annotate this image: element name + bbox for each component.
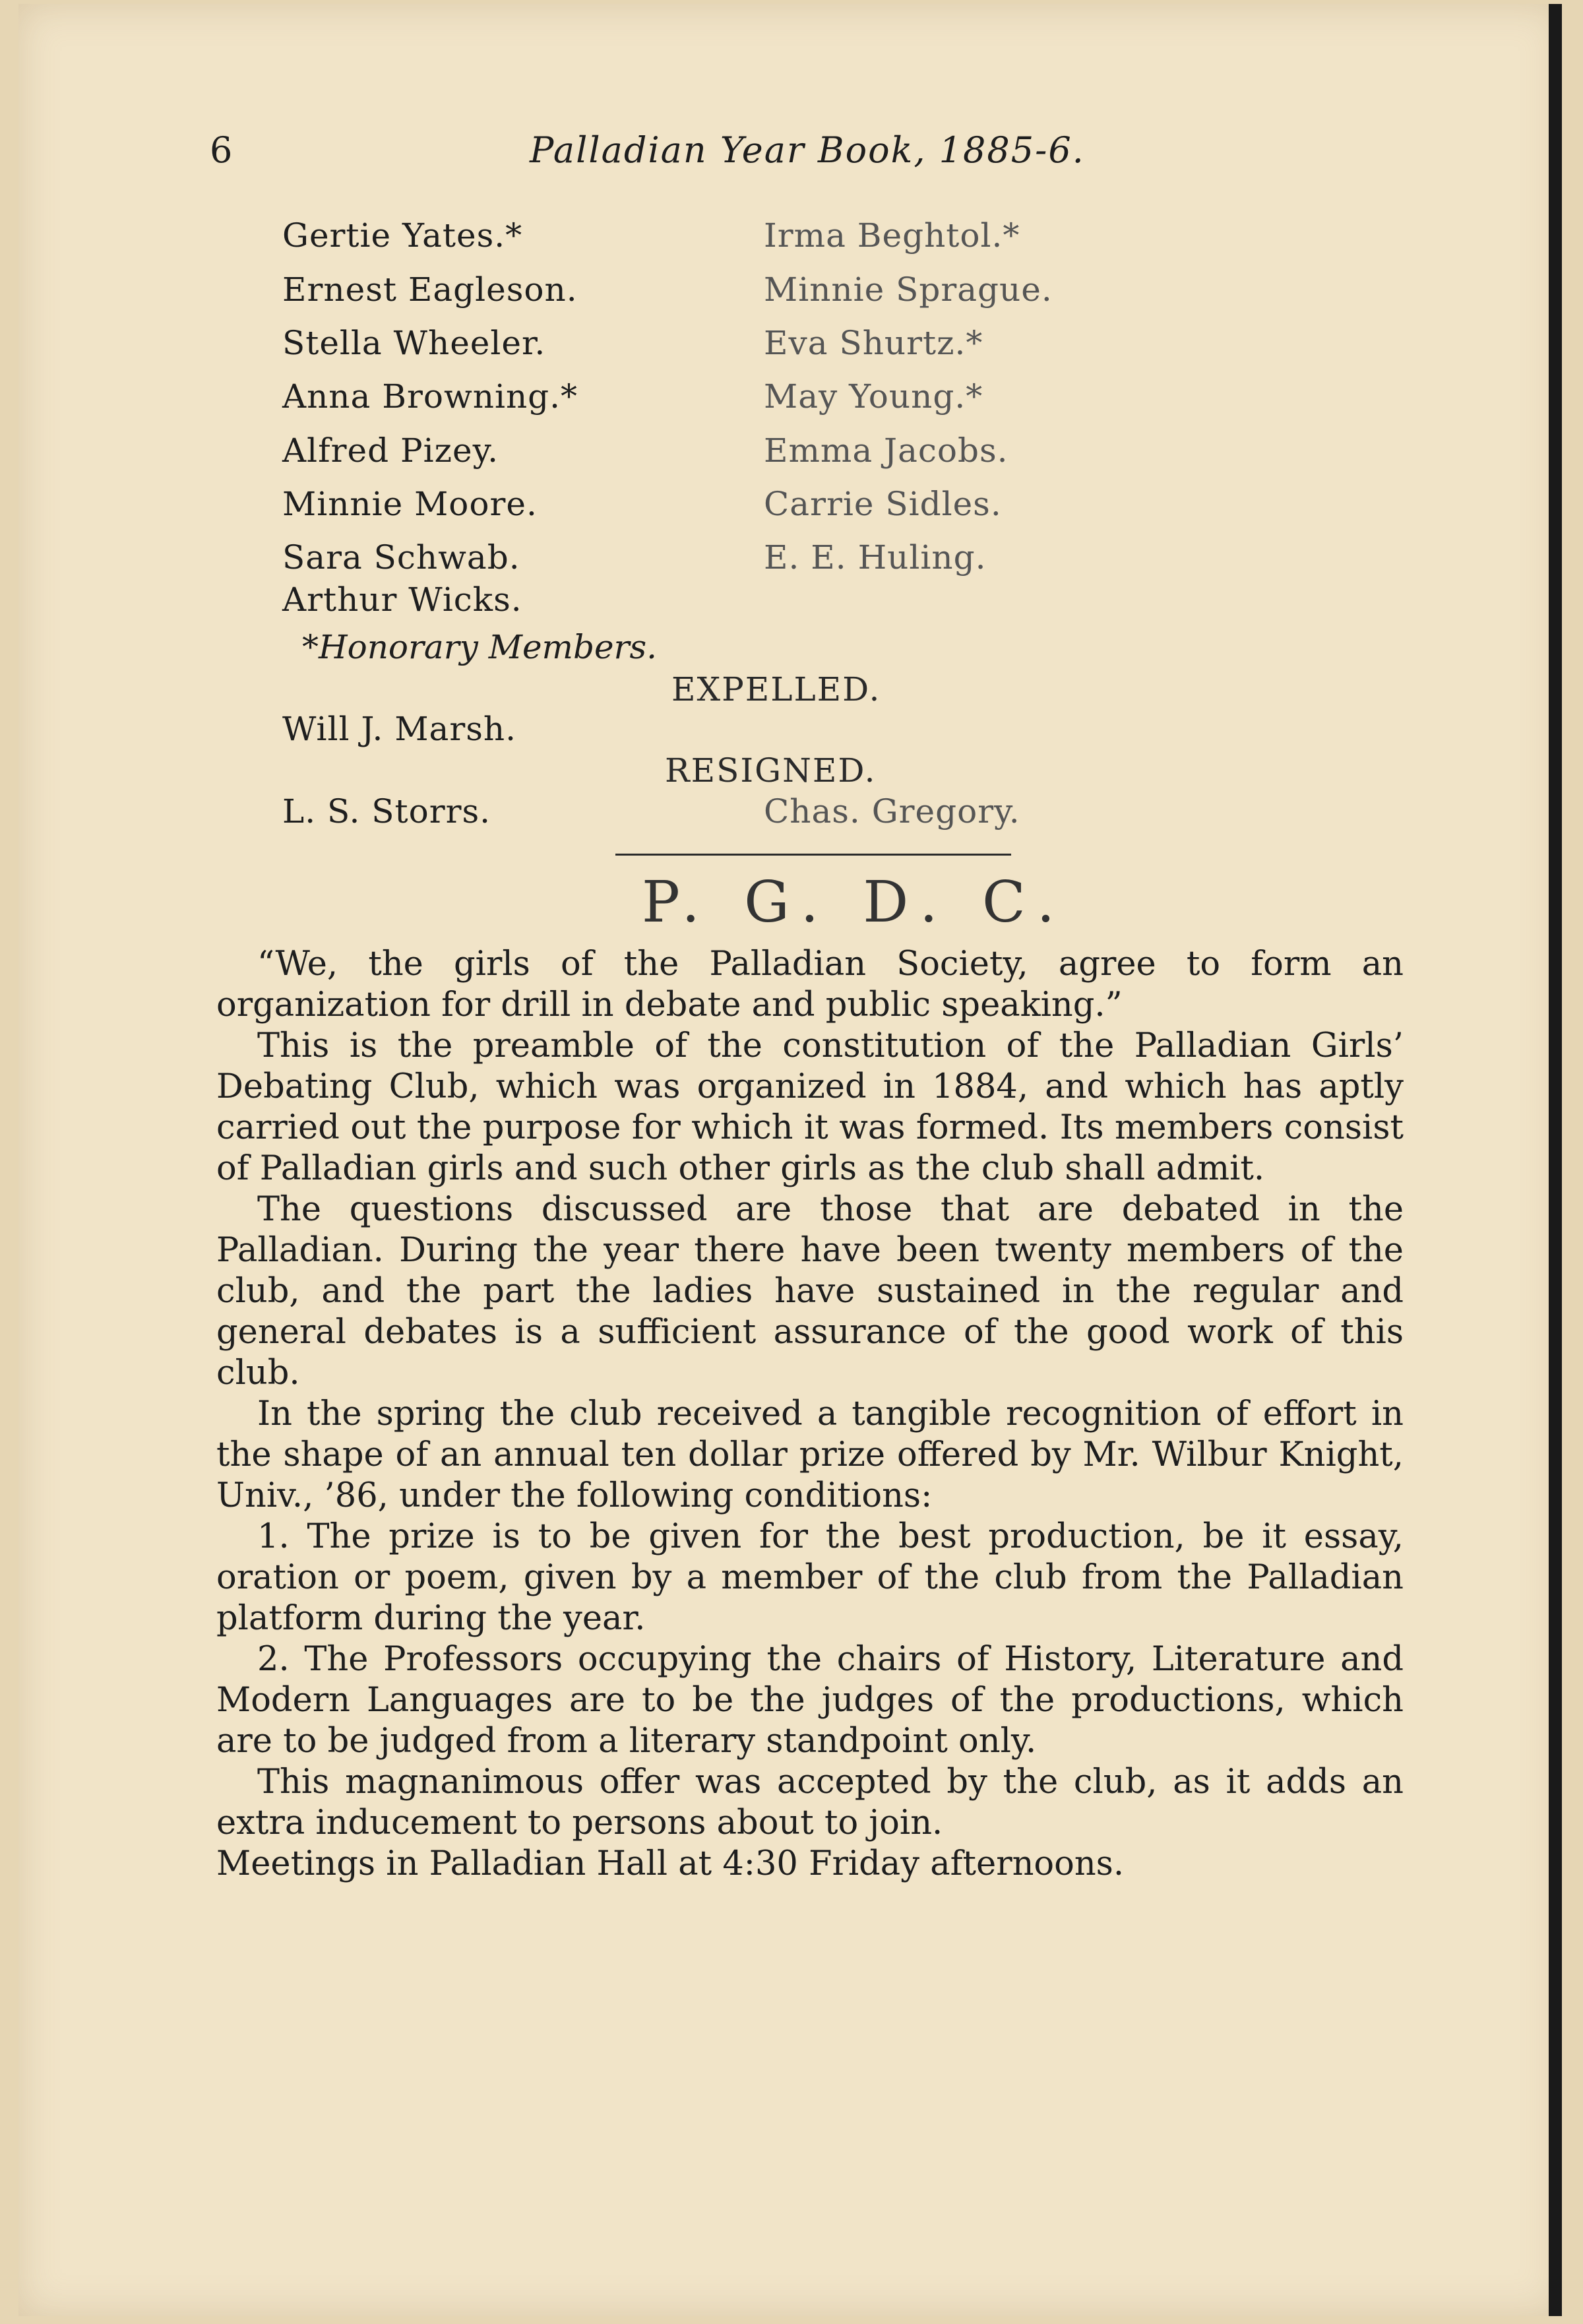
paragraph-condition-1: 1. The prize is to be given for the best production, be it essay, oration or poem, given by a member of the club from the Palladian platform during the year. <box>216 1517 1404 1638</box>
resigned-heading: RESIGNED. <box>665 751 877 790</box>
expelled-member-name: Will J. Marsh. <box>282 710 516 748</box>
book-page <box>18 4 1562 2316</box>
paragraph-history: This is the preamble of the constitution of the Palladian Girls’ Debating Club, which was organized in 1884, and which has aptly carried out the purpose for which it was formed. Its members consist of Palladian girls and such other girls as the club shall admit. <box>216 1026 1404 1188</box>
paragraph-acceptance: This magnanimous offer was accepted by the club, as it adds an extra inducement to persons about to join. <box>216 1763 1404 1842</box>
paragraph-questions: The questions discussed are those that are debated in the Palladian. During the year there have been twenty members of the club, and the part the ladies have sustained in the regular and general debates is a sufficient assurance of the good work of this club. <box>216 1190 1404 1393</box>
running-header-title: Palladian Year Book, 1885-6. <box>530 129 1085 171</box>
member-name-right: Eva Shurtz.* <box>764 324 983 362</box>
paragraph-prize: In the spring the club received a tangible recognition of effort in the shape of an annual ten dollar prize offered by Mr. Wilbur Knight, Univ., ’86, under the following conditions: <box>216 1395 1404 1515</box>
member-name-left: Sara Schwab. <box>282 538 520 577</box>
resigned-member-name: Chas. Gregory. <box>764 792 1020 831</box>
member-name-right: May Young.* <box>764 377 983 416</box>
paragraph-meetings: Meetings in Palladian Hall at 4:30 Friday afternoons. <box>216 1844 1125 1883</box>
page-number: 6 <box>210 129 233 171</box>
member-name-right: Irma Beghtol.* <box>764 216 1020 255</box>
section-divider <box>615 854 1011 856</box>
club-description <box>216 944 1404 1885</box>
honorary-members-note: *Honorary Members. <box>302 628 658 666</box>
paragraph-condition-2: 2. The Professors occupying the chairs of History, Literature and Modern Languages are to be the judges of the productions, which are to be judged from a literary standpoint only. <box>216 1640 1404 1761</box>
paragraph-preamble: “We, the girls of the Palladian Society, agree to form an organization for drill in debate and public speaking.” <box>216 945 1404 1024</box>
member-name-left: Minnie Moore. <box>282 485 538 523</box>
club-title: P. G. D. C. <box>642 869 1069 935</box>
member-name-right: Emma Jacobs. <box>764 431 1009 470</box>
member-name-right: Carrie Sidles. <box>764 485 1002 523</box>
expelled-heading: EXPELLED. <box>671 670 881 708</box>
member-name-left: Ernest Eagleson. <box>282 270 578 309</box>
member-name-left: Arthur Wicks. <box>282 581 522 619</box>
book-spine-edge <box>1549 4 1562 2316</box>
resigned-member-name: L. S. Storrs. <box>282 792 491 831</box>
member-name-left: Anna Browning.* <box>282 377 578 416</box>
member-name-left: Stella Wheeler. <box>282 324 546 362</box>
member-name-left: Gertie Yates.* <box>282 216 523 255</box>
member-name-right: E. E. Huling. <box>764 538 987 577</box>
member-name-right: Minnie Sprague. <box>764 270 1053 309</box>
member-name-left: Alfred Pizey. <box>282 431 499 470</box>
